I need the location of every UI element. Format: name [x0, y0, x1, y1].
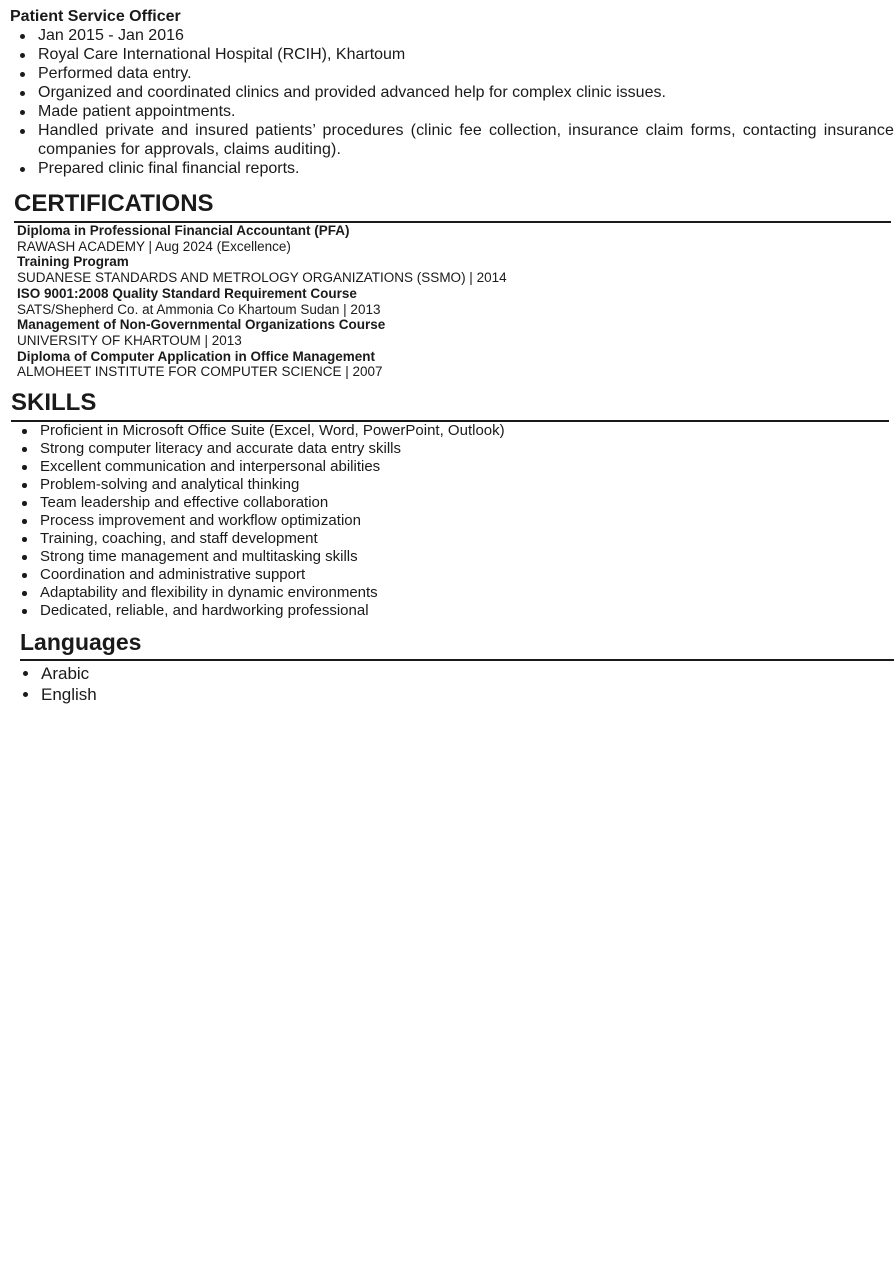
skill-item: Excellent communication and interpersonal abilities: [40, 458, 505, 476]
job-duty: Organized and coordinated clinics and provided advanced help for complex clinic issues.: [38, 83, 894, 102]
job-duty: Prepared clinic final financial reports.: [38, 159, 894, 178]
certification-item: [17, 223, 507, 254]
skill-item: Strong computer literacy and accurate data entry skills: [40, 440, 505, 458]
skills-heading: SKILLS: [11, 389, 97, 416]
job-details-list: [38, 26, 894, 178]
skill-item: Team leadership and effective collaboration: [40, 494, 505, 512]
certification-issuer: SATS/Shepherd Co. at Ammonia Co Khartoum Sudan | 2013: [17, 301, 381, 317]
certification-name: Diploma of Computer Application in Office Management: [17, 348, 376, 364]
job-title: Patient Service Officer: [10, 8, 181, 25]
languages-heading: Languages: [20, 629, 142, 655]
job-duty: Handled private and insured patients’ procedures (clinic fee collection, insurance claim forms, contacting insurance companies for approvals, claims auditing).: [38, 122, 894, 158]
certification-issuer: ALMOHEET INSTITUTE FOR COMPUTER SCIENCE | 2007: [17, 364, 383, 380]
certification-name: Management of Non-Governmental Organizations Course: [17, 317, 386, 333]
languages-list: [41, 663, 97, 705]
skill-item: Process improvement and workflow optimization: [40, 512, 505, 530]
certification-name: ISO 9001:2008 Quality Standard Requirement Course: [17, 285, 357, 301]
job-employer: Royal Care International Hospital (RCIH), Khartoum: [38, 45, 894, 64]
skill-item: Dedicated, reliable, and hardworking professional: [40, 602, 505, 620]
skill-item: Coordination and administrative support: [40, 566, 505, 584]
skill-item: Proficient in Microsoft Office Suite (Excel, Word, PowerPoint, Outlook): [40, 422, 505, 439]
job-duty: Performed data entry.: [38, 64, 894, 83]
certification-issuer: RAWASH ACADEMY | Aug 2024 (Excellence): [17, 238, 291, 254]
language-item: Arabic: [41, 663, 97, 684]
certification-issuer: UNIVERSITY OF KHARTOUM | 2013: [17, 332, 242, 348]
skill-item: Training, coaching, and staff development: [40, 530, 505, 548]
job-duty: Made patient appointments.: [38, 102, 894, 121]
certification-item: [17, 317, 507, 348]
certification-item: [17, 254, 507, 285]
certifications-list: [17, 223, 507, 380]
skill-item: Problem-solving and analytical thinking: [40, 476, 505, 494]
job-dates: Jan 2015 - Jan 2016: [38, 26, 894, 45]
certification-issuer: SUDANESE STANDARDS AND METROLOGY ORGANIZATIONS (SSMO) | 2014: [17, 270, 507, 286]
languages-divider: [20, 659, 894, 661]
skill-item: Adaptability and flexibility in dynamic environments: [40, 584, 505, 602]
certifications-heading: CERTIFICATIONS: [14, 190, 214, 217]
skills-list: [40, 422, 505, 620]
skill-item: Strong time management and multitasking skills: [40, 548, 505, 566]
certification-item: [17, 286, 507, 317]
certification-name: Training Program: [17, 254, 129, 270]
certification-name: Diploma in Professional Financial Accountant (PFA): [17, 223, 350, 238]
certification-item: [17, 349, 507, 380]
language-item: English: [41, 685, 97, 704]
